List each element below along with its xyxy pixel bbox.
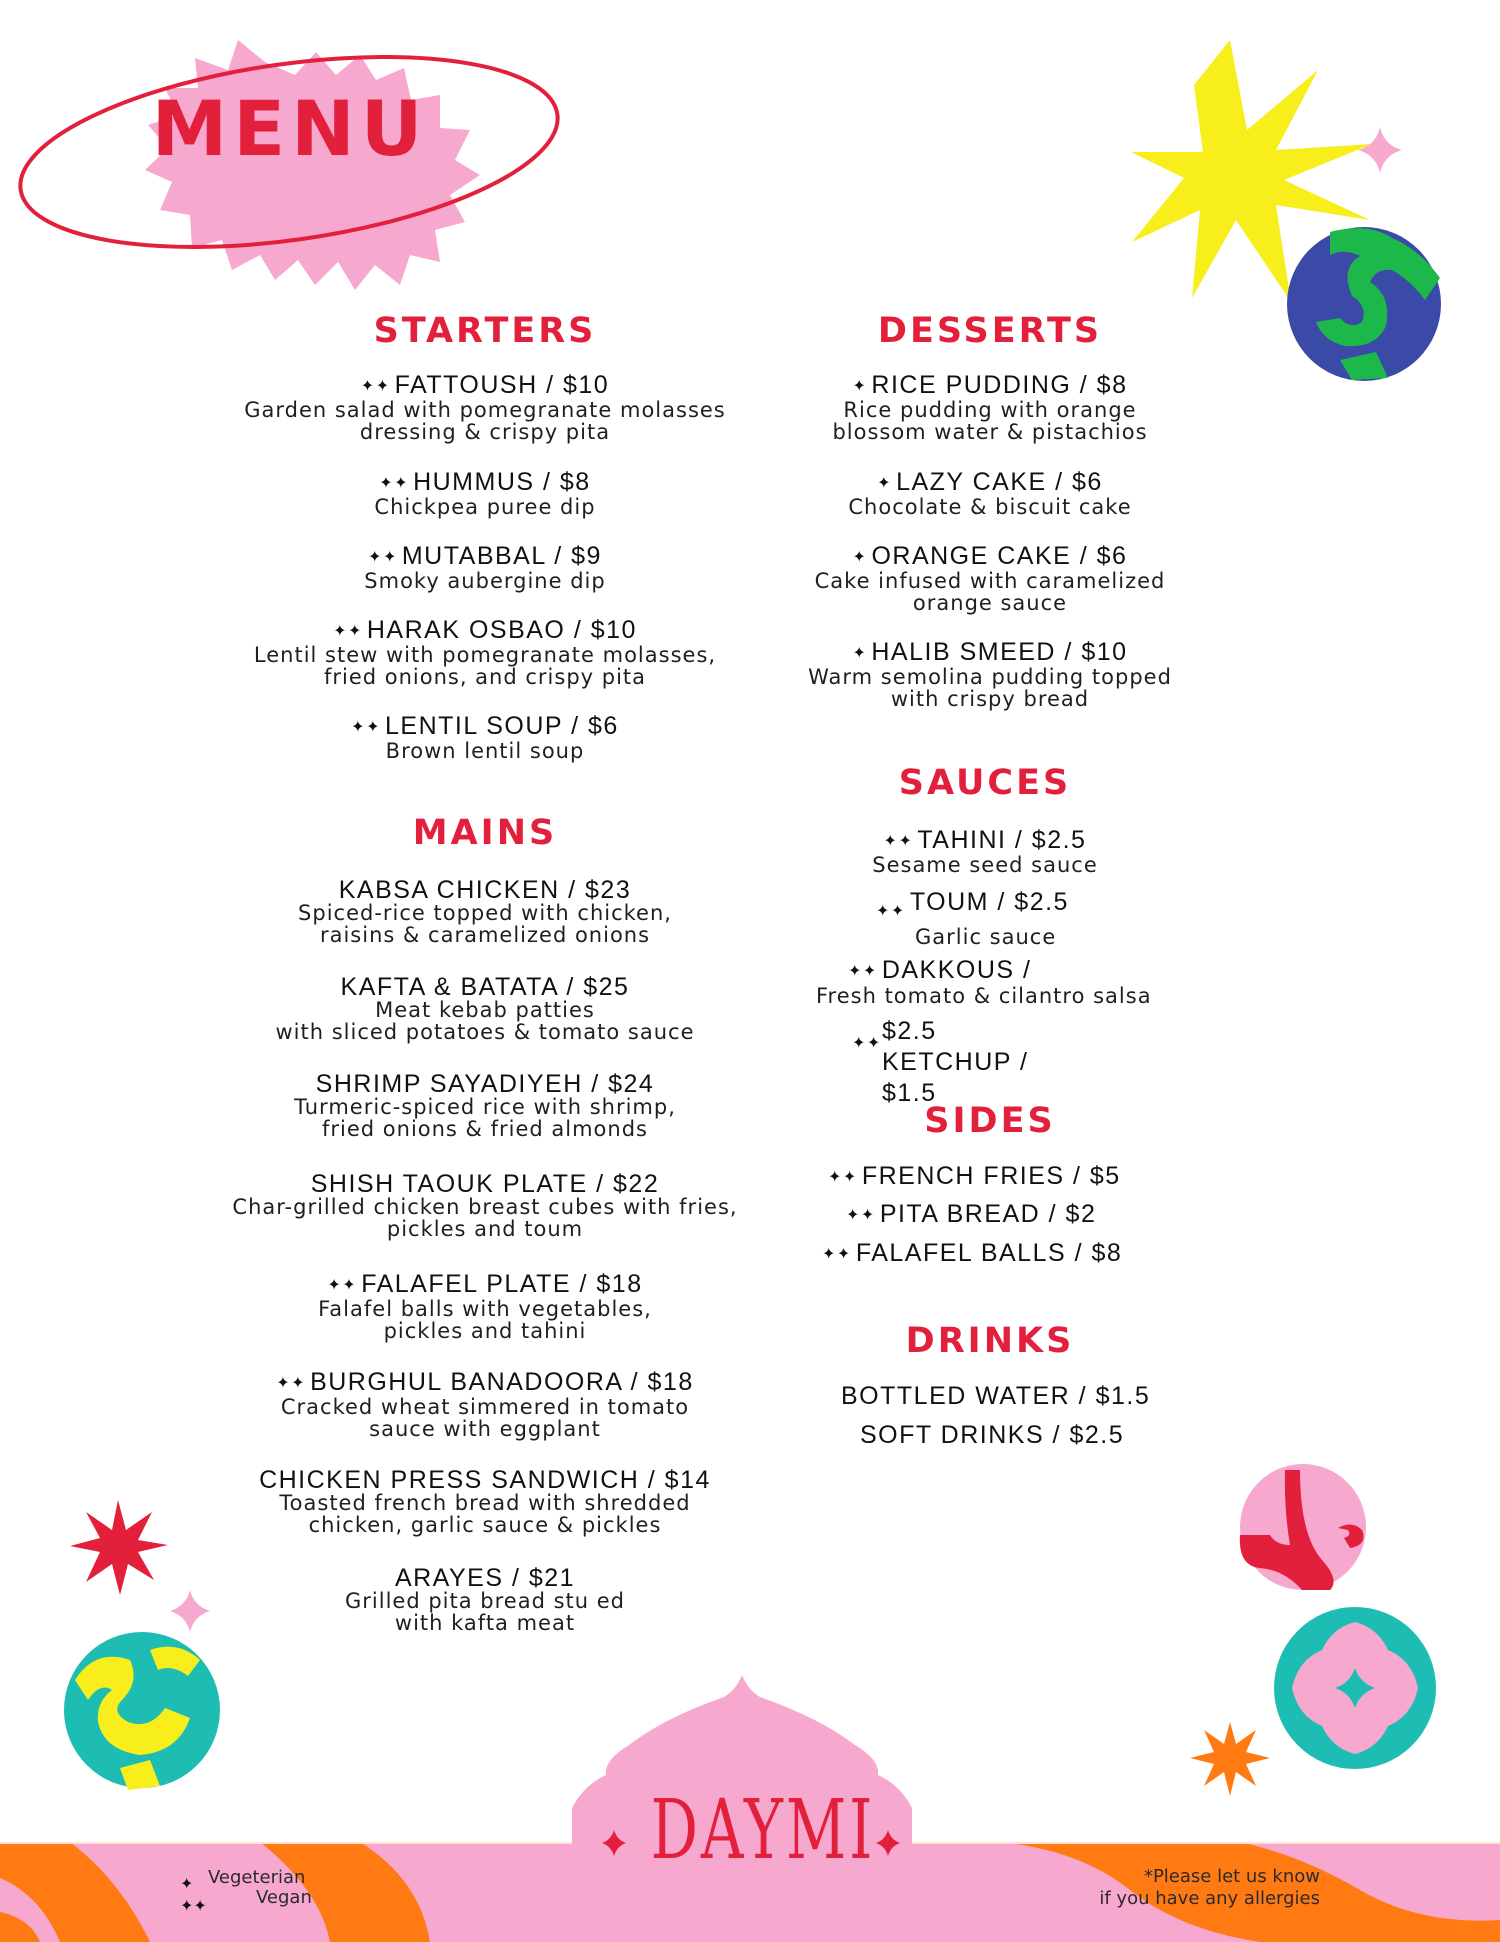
vegan-mark-icon: ✦✦ [379,475,410,492]
item-description: Chickpea puree dip [374,495,596,519]
orange-starburst-icon [1190,1722,1270,1796]
item-name: HARAK OSBAO / $10 [366,616,637,644]
item-description: Grilled pita bread stu ed with kafta meat [345,1589,625,1635]
diet-legend [180,1867,340,1915]
menu-item-pita-bread [846,1200,1096,1229]
vegetarian-mark-icon: ✦ [852,549,868,566]
vegan-legend-label: Vegan [256,1887,312,1908]
item-description: Cake infused with caramelized orange sauce [814,569,1166,615]
vegan-mark-icon: ✦✦ [848,963,878,980]
item-description: Sesame seed sauce [872,853,1098,877]
vegan-mark-icon: ✦✦ [276,1375,307,1392]
menu-item-toum [876,888,1069,920]
vegetarian-mark-icon: ✦ [852,645,868,662]
ketchup-name: KETCHUP / [882,1048,1029,1076]
vegan-mark-icon: ✦✦ [828,1169,858,1186]
menu-item-dakkous [848,956,1031,985]
item-description: Turmeric-spiced rice with shrimp, fried onions & fried almonds [294,1095,676,1141]
item-name: RICE PUDDING / $8 [871,371,1128,399]
vegan-legend-icon: ✦✦ [180,1896,207,1915]
item-name: LAZY CAKE / $6 [896,468,1103,496]
item-name: SOFT DRINKS / $2.5 [860,1421,1125,1449]
menu-item-shish-taouk [180,1172,790,1240]
vegan-mark-icon: ✦✦ [351,719,381,736]
heading-drinks: DRINKS [905,1321,1075,1361]
item-description: Cracked wheat simmered in tomato sauce with eggplant [280,1395,690,1441]
menu-item-halib-smeed [770,640,1210,710]
vegan-mark-icon: ✦✦ [360,378,391,395]
item-description: Garden salad with pomegranate molasses dressing & crispy pita [244,398,726,444]
item-description: Brown lentil soup [385,739,585,763]
item-name: CHICKEN PRESS SANDWICH / $14 [259,1466,711,1494]
menu-item-french-fries [828,1162,1121,1191]
item-description: Warm semolina pudding topped with crispy bread [808,665,1172,711]
item-description: Smoky aubergine dip [364,569,606,593]
heading-desserts: DESSERTS [877,311,1103,351]
item-name: LENTIL SOUP / $6 [384,712,619,740]
menu-item-chicken-press-sandwich [180,1468,790,1536]
menu-item-hummus [200,470,770,518]
menu-item-fattoush [200,373,770,443]
red-starburst-icon [70,1500,168,1595]
item-description: Falafel balls with vegetables, pickles and tahini [318,1297,652,1343]
item-name: TOUM / $2.5 [909,888,1069,916]
vegan-mark-icon: ✦✦ [883,833,914,850]
item-name: ARAYES / $21 [394,1564,576,1592]
menu-item-kabsa-chicken [180,878,790,946]
vegan-mark-icon: ✦✦ [822,1246,852,1263]
item-description: Lentil stew with pomegranate molasses, fried onions, and crispy pita [253,643,717,689]
brand-logo: DAYMI [650,1783,876,1878]
item-description: Spiced-rice topped with chicken, raisins & caramelized onions [298,901,672,947]
item-name: FALAFEL BALLS / $8 [855,1239,1123,1267]
menu-item-ketchup [852,1016,1028,1109]
item-name: SHISH TAOUK PLATE / $22 [310,1170,660,1198]
item-description: Meat kebab patties with sliced potatoes & tomato sauce [275,998,695,1044]
item-description: Chocolate & biscuit cake [848,495,1132,519]
menu-item-orange-cake [770,544,1210,614]
item-name: TAHINI / $2.5 [917,826,1087,854]
heading-mains: MAINS [412,813,558,853]
item-description: Char-grilled chicken breast cubes with fries, pickles and toum [232,1195,738,1241]
menu-item-burghul-banadoora [180,1370,790,1440]
pink-sparkle-icon [1358,127,1402,173]
menu-item-falafel-balls [822,1239,1122,1268]
vegan-mark-icon: ✦✦ [327,1277,358,1294]
menu-item-mutabbal [200,544,770,592]
menu-item-falafel-plate [180,1272,790,1342]
item-name: KAFTA & BATATA / $25 [340,973,630,1001]
menu-item-tahini [830,828,1140,876]
item-name: FALAFEL PLATE / $18 [361,1270,643,1298]
item-name: HALIB SMEED / $10 [871,638,1128,666]
item-name: FRENCH FRIES / $5 [861,1162,1121,1190]
ketchup-price-b: $1.5 [882,1079,937,1107]
menu-item-lentil-soup [200,714,770,762]
vegan-mark-icon: ✦✦ [333,623,363,640]
vegetarian-legend-icon: ✦ [180,1874,194,1893]
ketchup-price-a: $2.5 [882,1017,937,1045]
menu-item-rice-pudding [770,373,1210,443]
menu-item-shrimp-sayadiyeh [180,1072,790,1140]
heading-sides: SIDES [924,1101,1056,1141]
heading-sauces: SAUCES [898,763,1072,803]
menu-item-kafta-batata [180,975,790,1043]
menu-item-arayes [180,1566,790,1634]
vegan-mark-icon: ✦✦ [876,903,906,920]
item-name: PITA BREAD / $2 [879,1200,1097,1228]
heading-starters: STARTERS [373,311,597,351]
item-name: DAKKOUS / [881,956,1032,984]
vegan-mark-icon: ✦✦ [852,1035,882,1052]
page-title: MENU [151,84,429,173]
menu-item-lazy-cake [770,470,1210,518]
allergy-note: *Please let us know if you have any allergies [1099,1866,1320,1909]
item-name: KABSA CHICKEN / $23 [338,876,632,904]
dakkous-description: Fresh tomato & cilantro salsa [816,984,1152,1008]
toum-description: Garlic sauce [915,925,1057,949]
item-description: Rice pudding with orange blossom water & pistachios [832,398,1148,444]
menu-item-soft-drinks [860,1421,1124,1450]
menu-item-harak-osbao [200,618,770,688]
item-name: BOTTLED WATER / $1.5 [841,1382,1151,1410]
item-name: FATTOUSH / $10 [394,371,610,399]
item-name: ORANGE CAKE / $6 [871,542,1128,570]
vegetarian-mark-icon: ✦ [877,475,893,492]
vegetarian-legend-label: Vegeterian [208,1867,306,1888]
item-name: MUTABBAL / $9 [401,542,602,570]
item-name: BURGHUL BANADOORA / $18 [310,1368,694,1396]
menu-item-bottled-water [841,1382,1150,1411]
vegan-mark-icon: ✦✦ [368,549,398,566]
item-name: SHRIMP SAYADIYEH / $24 [315,1070,655,1098]
vegetarian-mark-icon: ✦ [852,378,868,395]
item-name: HUMMUS / $8 [413,468,591,496]
vegan-mark-icon: ✦✦ [846,1207,876,1224]
item-description: Toasted french bread with shredded chicken, garlic sauce & pickles [279,1491,691,1537]
